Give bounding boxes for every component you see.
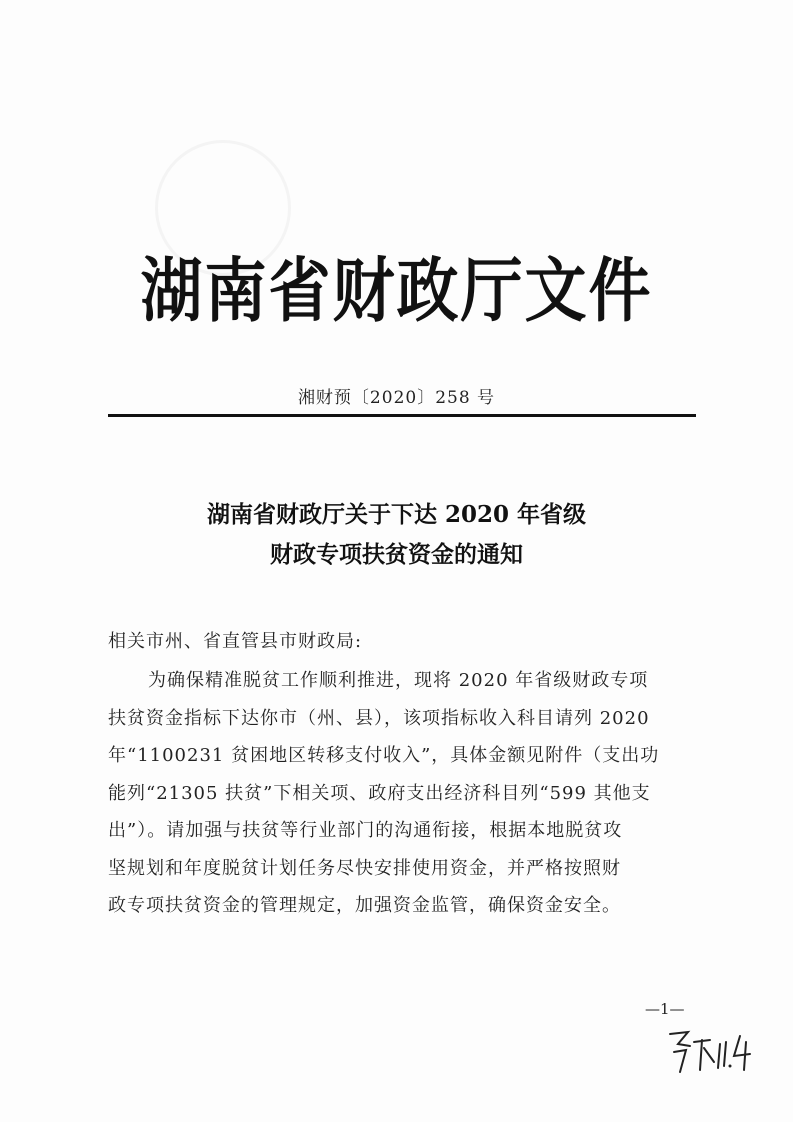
document-number: 湘财预〔2020〕258 号 xyxy=(297,388,496,408)
body-line: 扶贫资金指标下达你市（州、县），该项指标收入科目请列 2020 xyxy=(108,707,650,729)
notice-title-line-2: 财政专项扶贫资金的通知 xyxy=(270,541,523,568)
handwritten-annotation xyxy=(660,1022,760,1082)
notice-title xyxy=(0,495,793,575)
body-line: 坚规划和年度脱贫计划任务尽快安排使用资金，并严格按照财 xyxy=(108,857,621,879)
body-paragraph xyxy=(108,662,698,925)
issuer-header: 湖南省财政厅文件 xyxy=(140,249,653,332)
body-line: 年“1100231 贫困地区转移支付收入”，具体金额见附件（支出功 xyxy=(108,745,660,766)
notice-title-line-1: 湖南省财政厅关于下达 2020 年省级 xyxy=(206,501,587,528)
body-line: 能列“21305 扶贫”下相关项、政府支出经济科目列“599 其他支 xyxy=(108,782,651,804)
body-line: 出”）。请加强与扶贫等行业部门的沟通衔接，根据本地脱贫攻 xyxy=(108,820,623,841)
body-line: 为确保精准脱贫工作顺利推进，现将 2020 年省级财政专项 xyxy=(148,670,649,691)
body-line: 政专项扶贫资金的管理规定，加强资金监管，确保资金安全。 xyxy=(108,895,621,916)
salutation: 相关市州、省直管县市财政局: xyxy=(108,631,363,652)
header-divider xyxy=(108,414,696,417)
page-number: —1— xyxy=(645,1000,685,1018)
